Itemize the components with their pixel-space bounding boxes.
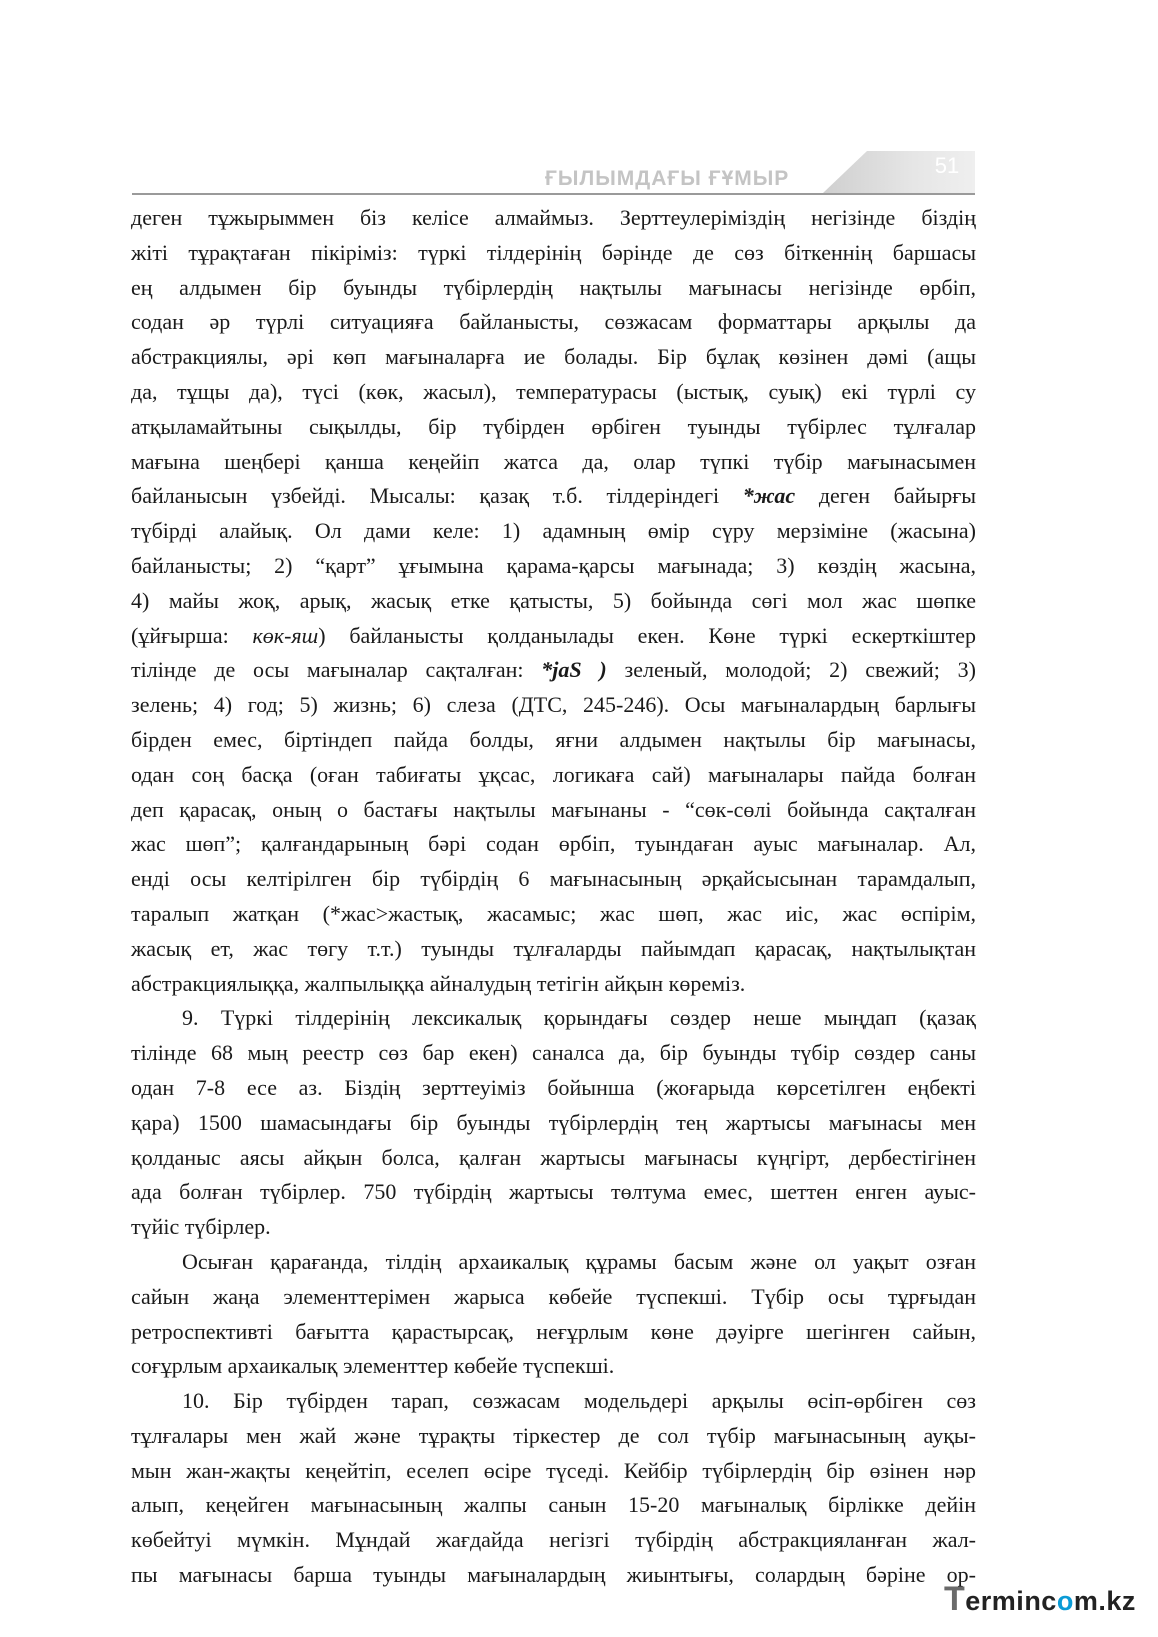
- text-line: жіті тұрақтаған пікіріміз: түркі тілдерінің бәрінде де сөз біткеннің баршасы: [131, 239, 976, 265]
- text-line: түбірді алайық. Ол дами келе: 1) адамның өмір сүру мерзіміне (жасына): [131, 518, 976, 544]
- text-line: байланысты; 2) “қарт” ұғымына қарама-қарсы мағынада; 3) көздің жасына,: [131, 552, 976, 578]
- text-line: 10. Бір түбірден тарап, сөзжасам модельдері арқылы өсіп-өрбіген сөз: [182, 1388, 976, 1414]
- text-line: абстракциялыққа, жалпылыққа айналудың тетігін айқын көреміз.: [131, 970, 746, 996]
- watermark-text: erminc: [965, 1586, 1057, 1616]
- text-line: ада болған түбірлер. 750 түбірдің жартысы төлтума емес, шеттен енген ауыс-: [131, 1179, 976, 1205]
- text-run: ) байланысты қолданылады екен. Көне түркі ескерткіштер: [318, 622, 976, 648]
- text-line: түйіс түбірлер.: [131, 1214, 271, 1240]
- text-line: одан соң басқа (оған табиғаты ұқсас, логикаға сай) мағыналары пайда болған: [131, 761, 976, 787]
- text-line: Осыған қарағанда, тілдің архаикалық құрамы басым және ол уақыт озған: [182, 1248, 976, 1274]
- text-line: ретроспективті бағытта қарастырсақ, неғұрлым көне дәуірге шегінген сайын,: [131, 1318, 976, 1344]
- text-line: соғұрлым архаикалық элементтер көбейе түспекші.: [131, 1353, 615, 1379]
- text-line: мағына шеңбері қанша кеңейіп жатса да, олар түпкі түбір мағынасымен: [131, 448, 976, 474]
- text-line: зелень; 4) год; 5) жизнь; 6) слеза (ДТС, 245-246). Осы мағыналардың барлығы: [131, 692, 976, 718]
- watermark-t: T: [944, 1580, 966, 1618]
- page-number: 51: [934, 153, 960, 178]
- text-run: байланысын үзбейді. Мысалы: қазақ т.б. тілдеріндегі: [131, 483, 743, 509]
- text-line: енді осы келтірілген бір түбірдің 6 мағынасының әрқайсысынан тарамдалып,: [131, 866, 976, 892]
- header-divider: [132, 193, 975, 195]
- text-line: тілінде 68 мың реестр сөз бар екен) саналса да, бір буынды түбір сөздер саны: [131, 1040, 976, 1066]
- text-line: 4) майы жоқ, арық, жасық етке қатысты, 5) бойында сөгі мол жас шөпке: [131, 587, 976, 613]
- page-body: [131, 201, 976, 1593]
- text-line: қолданыс аясы айқын болса, қалған жартысы мағынасы күңгірт, дербестігінен: [131, 1144, 976, 1170]
- text-run: тілінде де осы мағыналар сақталған:: [131, 657, 542, 683]
- text-run: зеленый, молодой; 2) свежий; 3): [606, 657, 976, 683]
- text-run: (ұйғырша:: [131, 622, 253, 648]
- text-line: да, тұщы да), түсі (көк, жасыл), температурасы (ыстық, суық) екі түрлі су: [131, 378, 976, 404]
- text-line: бірден емес, біртіндеп пайда болды, яғни алдымен нақтылы бір мағынасы,: [131, 726, 976, 752]
- text-line: [131, 653, 976, 688]
- text-line: пы мағынасы барша туынды мағыналардың жиынтығы, солардың бәріне ор-: [131, 1562, 976, 1588]
- text-line: көбейтуі мүмкін. Мұндай жағдайда негізгі түбірдің абстракцияланған жал-: [131, 1527, 976, 1553]
- text-line: содан әр түрлі ситуацияға байланысты, сөзжасам форматтары арқылы да: [131, 309, 976, 335]
- text-line: жас шөп”; қалғандарының бәрі содан өрбіп, туындаған ауыс мағыналар. Ал,: [131, 831, 976, 857]
- running-header-title: ҒЫЛЫМДАҒЫ ҒҰМЫР: [545, 167, 790, 190]
- text-line: [131, 619, 976, 654]
- text-line: одан 7-8 есе аз. Біздің зерттеуіміз бойынша (жоғарыда көрсетілген еңбекті: [131, 1074, 976, 1100]
- termincom-watermark: [944, 1580, 1136, 1619]
- text-line: атқыламайтыны сықылды, бір түбірден өрбіген туынды түбірлес тұлғалар: [131, 413, 976, 439]
- text-line: қара) 1500 шамасындағы бір буынды түбірлердің тең жартысы мағынасы мен: [131, 1109, 976, 1135]
- emphasis-term: көк-яш: [252, 622, 319, 648]
- text-line: сайын жаңа элементтерімен жарыса көбейе түспекші. Түбір осы тұрғыдан: [131, 1283, 976, 1309]
- text-line: жасық ет, жас төгу т.т.) туынды тұлғаларды пайымдап қарасақ, нақтылықтан: [131, 935, 976, 961]
- text-line: мын жан-жақты кеңейтіп, еселеп өсіре түседі. Кейбір түбірлердің бір өзінен нәр: [131, 1457, 976, 1483]
- watermark-text: m.kz: [1073, 1586, 1136, 1616]
- text-run: деген байырғы: [795, 483, 977, 509]
- text-line: ең алдымен бір буынды түбірлердің нақтылы мағынасы негізінде өрбіп,: [131, 274, 976, 300]
- text-line: алып, кеңейген мағынасының жалпы санын 15-20 мағыналық бірлікке дейін: [131, 1492, 976, 1518]
- text-line: абстракциялы, әрі көп мағыналарға ие болады. Бір бұлақ көзінен дәмі (ащы: [131, 344, 976, 370]
- text-line: таралып жатқан (*жас>жастық, жасамыс; жас шөп, жас иіс, жас өспірім,: [131, 900, 976, 926]
- text-line: тұлғалары мен жай және тұрақты тіркестер де сол түбір мағынасының ауқы-: [131, 1422, 976, 1448]
- watermark-o: o: [1056, 1586, 1074, 1616]
- text-line: 9. Түркі тілдерінің лексикалық қорындағы сөздер неше мыңдап (қазақ: [182, 1005, 976, 1031]
- emphasis-term: *jaS ): [541, 657, 607, 683]
- text-line: [131, 479, 976, 514]
- emphasis-term: *жас: [742, 483, 796, 509]
- text-line: деп қарасақ, оның о бастағы нақтылы мағынаны - “сөк-сөлі бойында сақталған: [131, 796, 976, 822]
- text-line: деген тұжырыммен біз келісе алмаймыз. Зерттеулеріміздің негізінде біздің: [131, 205, 976, 230]
